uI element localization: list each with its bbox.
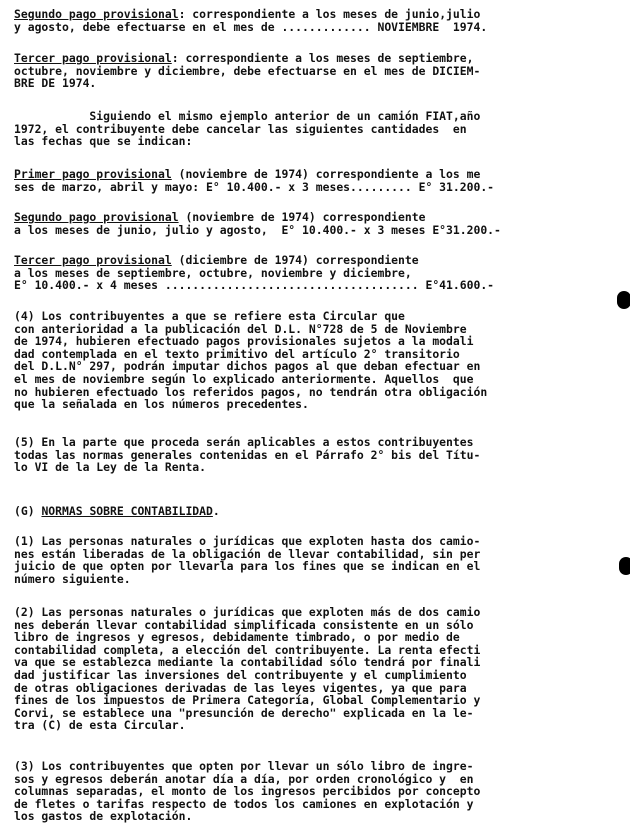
- text-line: de 1974, hubieren efectuado pagos provisionales sujetos a la modali: [14, 334, 474, 349]
- punch-hole-mark: [617, 291, 630, 309]
- text-line: octubre, noviembre y diciembre, debe efectuarse en el mes de DICIEM-: [14, 63, 481, 78]
- text-line: de otras obligaciones derivadas de las leyes vigentes, ya que para: [14, 680, 467, 695]
- text-line: (3) Los contribuyentes que opten por llevar un sólo libro de ingre-: [14, 759, 474, 773]
- punch-hole-mark: [619, 557, 630, 575]
- text-line: nes están liberadas de la obligación de llevar contabilidad, sin per: [14, 546, 481, 561]
- parrafo-5: [14, 436, 618, 474]
- tercer-pago-block: [14, 52, 618, 90]
- tercer-pago-example-block: [14, 254, 618, 292]
- segundo-pago-heading: Segundo pago provisional: [14, 7, 179, 21]
- text-line: juicio de que opten por llevarla para los fines que se indican en el: [14, 559, 481, 574]
- text-line: Siguiendo el mismo ejemplo anterior de un camión FIAT,año: [14, 109, 481, 123]
- text-line: libro de ingresos y egresos, debidamente timbrado, o por medio de: [14, 630, 460, 645]
- text-line: dad justificar las inversiones del contribuyente y el cumplimiento: [14, 667, 467, 682]
- text-line: sos y egresos deberán anotar día a día, por orden cronológico y en: [14, 771, 474, 786]
- text-line: los gastos de explotación.: [14, 809, 193, 824]
- ejemplo-paragraph: [14, 110, 618, 148]
- text-line: dad contemplada en el texto primitivo del artículo 2° transitorio: [14, 346, 460, 361]
- primer-pago-heading: Primer pago provisional: [14, 167, 172, 181]
- text-line: fines de los impuestos de Primera Categoría, Global Complementario y: [14, 693, 481, 708]
- text-line: nes deberán llevar contabilidad simplificada consistente en un sólo: [14, 617, 474, 632]
- segundo-pago-example-block: [14, 211, 618, 236]
- text-line: lo VI de la Ley de la Renta.: [14, 460, 207, 475]
- text-line: columnas separadas, el monto de los ingresos percibidos por concepto: [14, 784, 481, 799]
- text-line: tra (C) de esta Circular.: [14, 718, 186, 733]
- text-line: Corvi, se establece una "presunción de derecho" explicada en la le-: [14, 705, 474, 720]
- section-g-item-1: [14, 535, 618, 585]
- parrafo-4: [14, 310, 618, 411]
- text-line: que la señalada en los números precedentes.: [14, 397, 309, 412]
- primer-pago-block: [14, 168, 618, 193]
- section-g-item-2: [14, 606, 618, 732]
- tercer-pago-heading: Tercer pago provisional: [14, 51, 172, 65]
- text-line: Tercer pago provisional: correspondiente a los meses de septiembre,: [14, 51, 474, 65]
- text-line: con anterioridad a la publicación del D.L. N°728 de 5 de Noviembre: [14, 321, 467, 336]
- text-line: va que se establezca mediante la contabilidad sólo tendrá por finali: [14, 655, 481, 670]
- text-line: Tercer pago provisional (diciembre de 1974) correspondiente: [14, 253, 419, 267]
- text-line: (1) Las personas naturales o jurídicas que exploten hasta dos camio-: [14, 534, 481, 548]
- text-line: a los meses de junio, julio y agosto, E° 10.400.- x 3 meses E°31.200.-: [14, 222, 501, 237]
- text-line: y agosto, debe efectuarse en el mes de ............. NOVIEMBRE 1974.: [14, 19, 488, 34]
- section-g-heading: [14, 505, 618, 518]
- text-line: de fletes o tarifas respecto de todos los camiones en explotación y: [14, 796, 474, 811]
- text-line: número siguiente.: [14, 571, 131, 586]
- text-line: BRE DE 1974.: [14, 76, 97, 91]
- segundo-pago-heading: Segundo pago provisional: [14, 210, 179, 224]
- text-line: (5) En la parte que proceda serán aplicables a estos contribuyentes: [14, 435, 474, 449]
- text-line: todas las normas generales contenidas en el Párrafo 2° bis del Títu-: [14, 447, 481, 462]
- text-line: 1972, el contribuyente debe cancelar las siguientes cantidades en: [14, 121, 467, 136]
- segundo-pago-block: [14, 8, 618, 33]
- tercer-pago-heading: Tercer pago provisional: [14, 253, 172, 267]
- text-line: E° 10.400.- x 4 meses ..................................... E°41.600.-: [14, 278, 495, 293]
- text-line: a los meses de septiembre, octubre, noviembre y diciembre,: [14, 265, 412, 280]
- normas-contabilidad-heading: NORMAS SOBRE CONTABILIDAD: [41, 504, 213, 518]
- text-line: Segundo pago provisional (noviembre de 1974) correspondiente: [14, 210, 426, 224]
- text-line: contabilidad completa, a elección del contribuyente. La renta efecti: [14, 642, 481, 657]
- text-line: (2) Las personas naturales o jurídicas que exploten más de dos camio: [14, 605, 481, 619]
- text-line: (G) NORMAS SOBRE CONTABILIDAD.: [14, 504, 220, 518]
- section-g-item-3: [14, 760, 618, 823]
- text-line: el mes de noviembre según lo explicado anteriormente. Aquellos que: [14, 371, 474, 386]
- text-line: no hubieren efectuado los referidos pagos, no tendrán otra obligación: [14, 384, 488, 399]
- text-line: del D.L.N° 297, podrán imputar dichos pagos al que deban efectuar en: [14, 359, 481, 374]
- text-line: las fechas que se indican:: [14, 134, 193, 149]
- text-line: Segundo pago provisional: correspondiente a los meses de junio,julio: [14, 7, 481, 21]
- text-line: (4) Los contribuyentes a que se refiere esta Circular que: [14, 309, 405, 323]
- text-line: ses de marzo, abril y mayo: E° 10.400.- x 3 meses......... E° 31.200.-: [14, 179, 495, 194]
- text-line: Primer pago provisional (noviembre de 1974) correspondiente a los me: [14, 167, 481, 181]
